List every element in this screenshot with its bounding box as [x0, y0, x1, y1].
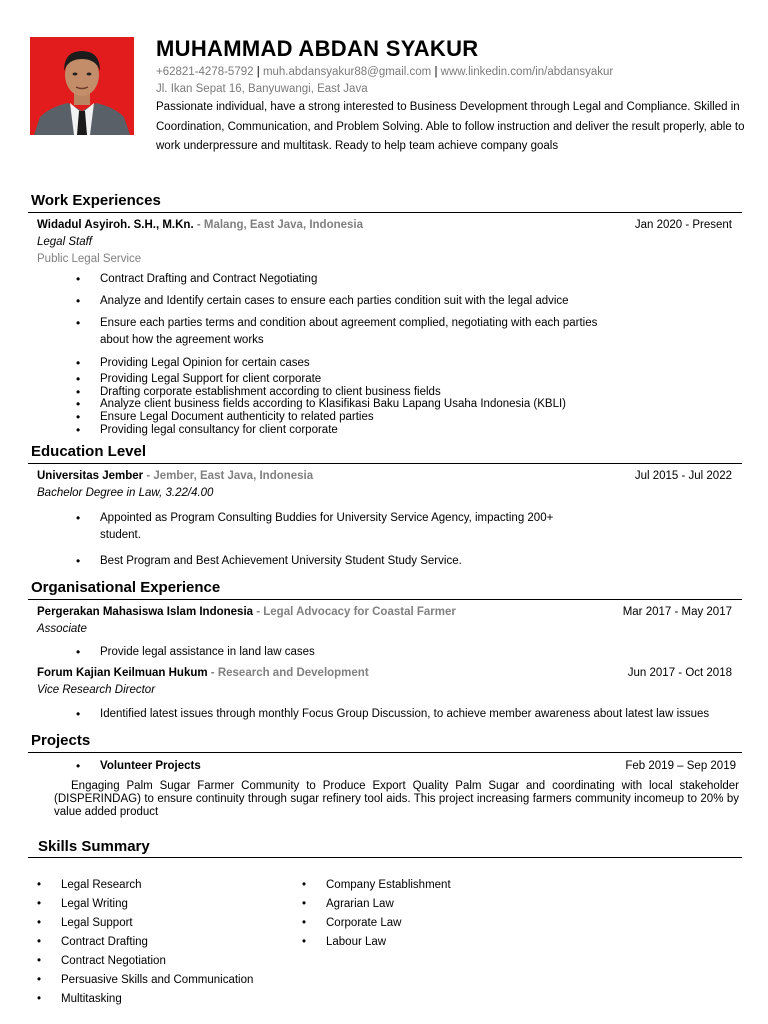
- bullet-icon: •: [302, 917, 307, 929]
- bullet-icon: •: [76, 385, 81, 399]
- education-location: - Jember, East Java, Indonesia: [143, 470, 314, 482]
- list-item: • Identified latest issues through monthly Focus Group Discussion, to achieve member awareness about latest law issues: [76, 707, 710, 721]
- list-item: • Analyze client business fields according to Klasifikasi Baku Lapang Usaha Indonesia (KBLI): [76, 397, 567, 411]
- education-date: Jul 2015 - Jul 2022: [634, 470, 732, 482]
- work-role: Legal Staff: [37, 236, 92, 248]
- list-item: • Analyze and Identify certain cases to ensure each parties condition suit with the legal advice: [76, 294, 569, 308]
- skill-item: • Company Establishment: [302, 879, 451, 891]
- list-item: • Ensure each parties terms and condition about agreement complied, negotiating with each parties about how the agreement works: [76, 316, 598, 346]
- org-entry-1: [37, 606, 456, 618]
- section-divider: [28, 463, 742, 464]
- org-entry-2: [37, 667, 369, 679]
- education-org: [37, 470, 313, 482]
- bullet-icon: •: [37, 993, 42, 1005]
- linkedin-link[interactable]: www.linkedin.com/in/abdansyakur: [440, 66, 614, 78]
- list-item: • Provide legal assistance in land law cases: [76, 645, 315, 659]
- bullet-icon: •: [37, 936, 42, 948]
- list-item: • Providing Legal Support for client corporate: [76, 372, 322, 386]
- org-date: Jun 2017 - Oct 2018: [627, 667, 732, 679]
- phone-number: +62821-4278-5792: [156, 66, 254, 78]
- org-name: Forum Kajian Keilmuan Hukum: [37, 667, 208, 679]
- project-name: • Volunteer Projects: [76, 759, 201, 773]
- bullet-icon: •: [76, 356, 81, 370]
- profile-summary: Passionate individual, have a strong interested to Business Development through Legal and Compliance. Skilled in Coordination, Communication, and Problem Solving. Able to follow instruction and deliver the result properly, able to work underpressure and multitask. Ready to help team achieve company goals: [156, 101, 745, 152]
- separator: |: [256, 66, 260, 78]
- org-role: Vice Research Director: [37, 684, 156, 696]
- section-title-organisational: Organisational Experience: [31, 579, 221, 596]
- address: Jl. Ikan Sepat 16, Banyuwangi, East Java: [156, 83, 368, 95]
- bullet-icon: •: [76, 397, 81, 411]
- work-subrole: Public Legal Service: [37, 253, 142, 265]
- work-org: [37, 219, 363, 231]
- bullet-icon: •: [302, 898, 307, 910]
- list-item: • Drafting corporate establishment according to client business fields: [76, 385, 441, 399]
- bullet-icon: •: [76, 410, 81, 424]
- bullet-icon: •: [37, 879, 42, 891]
- skill-item: • Persuasive Skills and Communication: [37, 974, 254, 986]
- section-divider: [28, 212, 742, 213]
- org-location: - Legal Advocacy for Coastal Farmer: [253, 606, 456, 618]
- profile-photo: [30, 37, 134, 135]
- bullet-icon: •: [76, 294, 81, 308]
- bullet-icon: •: [302, 936, 307, 948]
- section-title-education: Education Level: [31, 443, 147, 460]
- skill-item: • Contract Negotiation: [37, 955, 166, 967]
- work-org-name: Widadul Asyiroh. S.H., M.Kn.: [37, 219, 194, 231]
- section-title-work: Work Experiences: [31, 192, 161, 209]
- list-item: • Providing Legal Opinion for certain cases: [76, 356, 310, 370]
- skill-item: • Contract Drafting: [37, 936, 148, 948]
- section-divider: [28, 752, 742, 753]
- candidate-name: MUHAMMAD ABDAN SYAKUR: [156, 36, 479, 61]
- skill-item: • Labour Law: [302, 936, 387, 948]
- section-divider: [28, 857, 742, 858]
- skill-item: • Legal Research: [37, 879, 142, 891]
- list-item: • Contract Drafting and Contract Negotiating: [76, 272, 318, 286]
- bullet-icon: •: [37, 974, 42, 986]
- bullet-icon: •: [76, 707, 81, 721]
- bullet-icon: •: [76, 423, 81, 437]
- separator: |: [434, 66, 438, 78]
- list-item: • Appointed as Program Consulting Buddies for University Service Agency, impacting 200+ student.: [76, 511, 554, 541]
- bullet-icon: •: [76, 645, 81, 659]
- org-role: Associate: [37, 623, 87, 635]
- section-title-projects: Projects: [31, 732, 91, 749]
- education-org-name: Universitas Jember: [37, 470, 144, 482]
- skill-item: • Multitasking: [37, 993, 122, 1005]
- bullet-icon: •: [37, 955, 42, 967]
- section-title-skills: Skills Summary: [38, 838, 150, 855]
- contact-line: [156, 66, 613, 78]
- skill-item: • Agrarian Law: [302, 898, 394, 910]
- org-location: - Research and Development: [207, 667, 369, 679]
- list-item: • Best Program and Best Achievement University Student Study Service.: [76, 554, 462, 568]
- bullet-icon: •: [76, 272, 81, 286]
- skill-item: • Corporate Law: [302, 917, 402, 929]
- skill-item: • Legal Writing: [37, 898, 128, 910]
- list-item: • Ensure Legal Document authenticity to related parties: [76, 410, 374, 424]
- skill-item: • Legal Support: [37, 917, 133, 929]
- project-description: Engaging Palm Sugar Farmer Community to Produce Export Quality Palm Sugar and coordinating with local stakeholder (DISPERINDAG) to ensure continuity through sugar refinery tool aids. This project increasing farmers community incomeup to 20% by value added product: [54, 780, 739, 818]
- section-divider: [28, 599, 742, 600]
- bullet-icon: •: [37, 898, 42, 910]
- bullet-icon: •: [302, 879, 307, 891]
- bullet-icon: •: [76, 759, 81, 773]
- bullet-icon: •: [76, 372, 81, 386]
- education-degree: Bachelor Degree in Law, 3.22/4.00: [37, 487, 214, 499]
- project-date: Feb 2019 – Sep 2019: [625, 760, 736, 772]
- list-item: • Providing legal consultancy for client corporate: [76, 423, 338, 437]
- work-location: - Malang, East Java, Indonesia: [193, 219, 364, 231]
- bullet-icon: •: [76, 554, 81, 568]
- bullet-icon: •: [76, 316, 81, 330]
- org-name: Pergerakan Mahasiswa Islam Indonesia: [37, 606, 254, 618]
- bullet-icon: •: [76, 511, 81, 525]
- bullet-icon: •: [37, 917, 42, 929]
- profile-photo-image: [30, 37, 134, 135]
- work-date: Jan 2020 - Present: [634, 219, 732, 231]
- email-link[interactable]: muh.abdansyakur88@gmail.com: [262, 66, 432, 78]
- org-date: Mar 2017 - May 2017: [622, 606, 732, 618]
